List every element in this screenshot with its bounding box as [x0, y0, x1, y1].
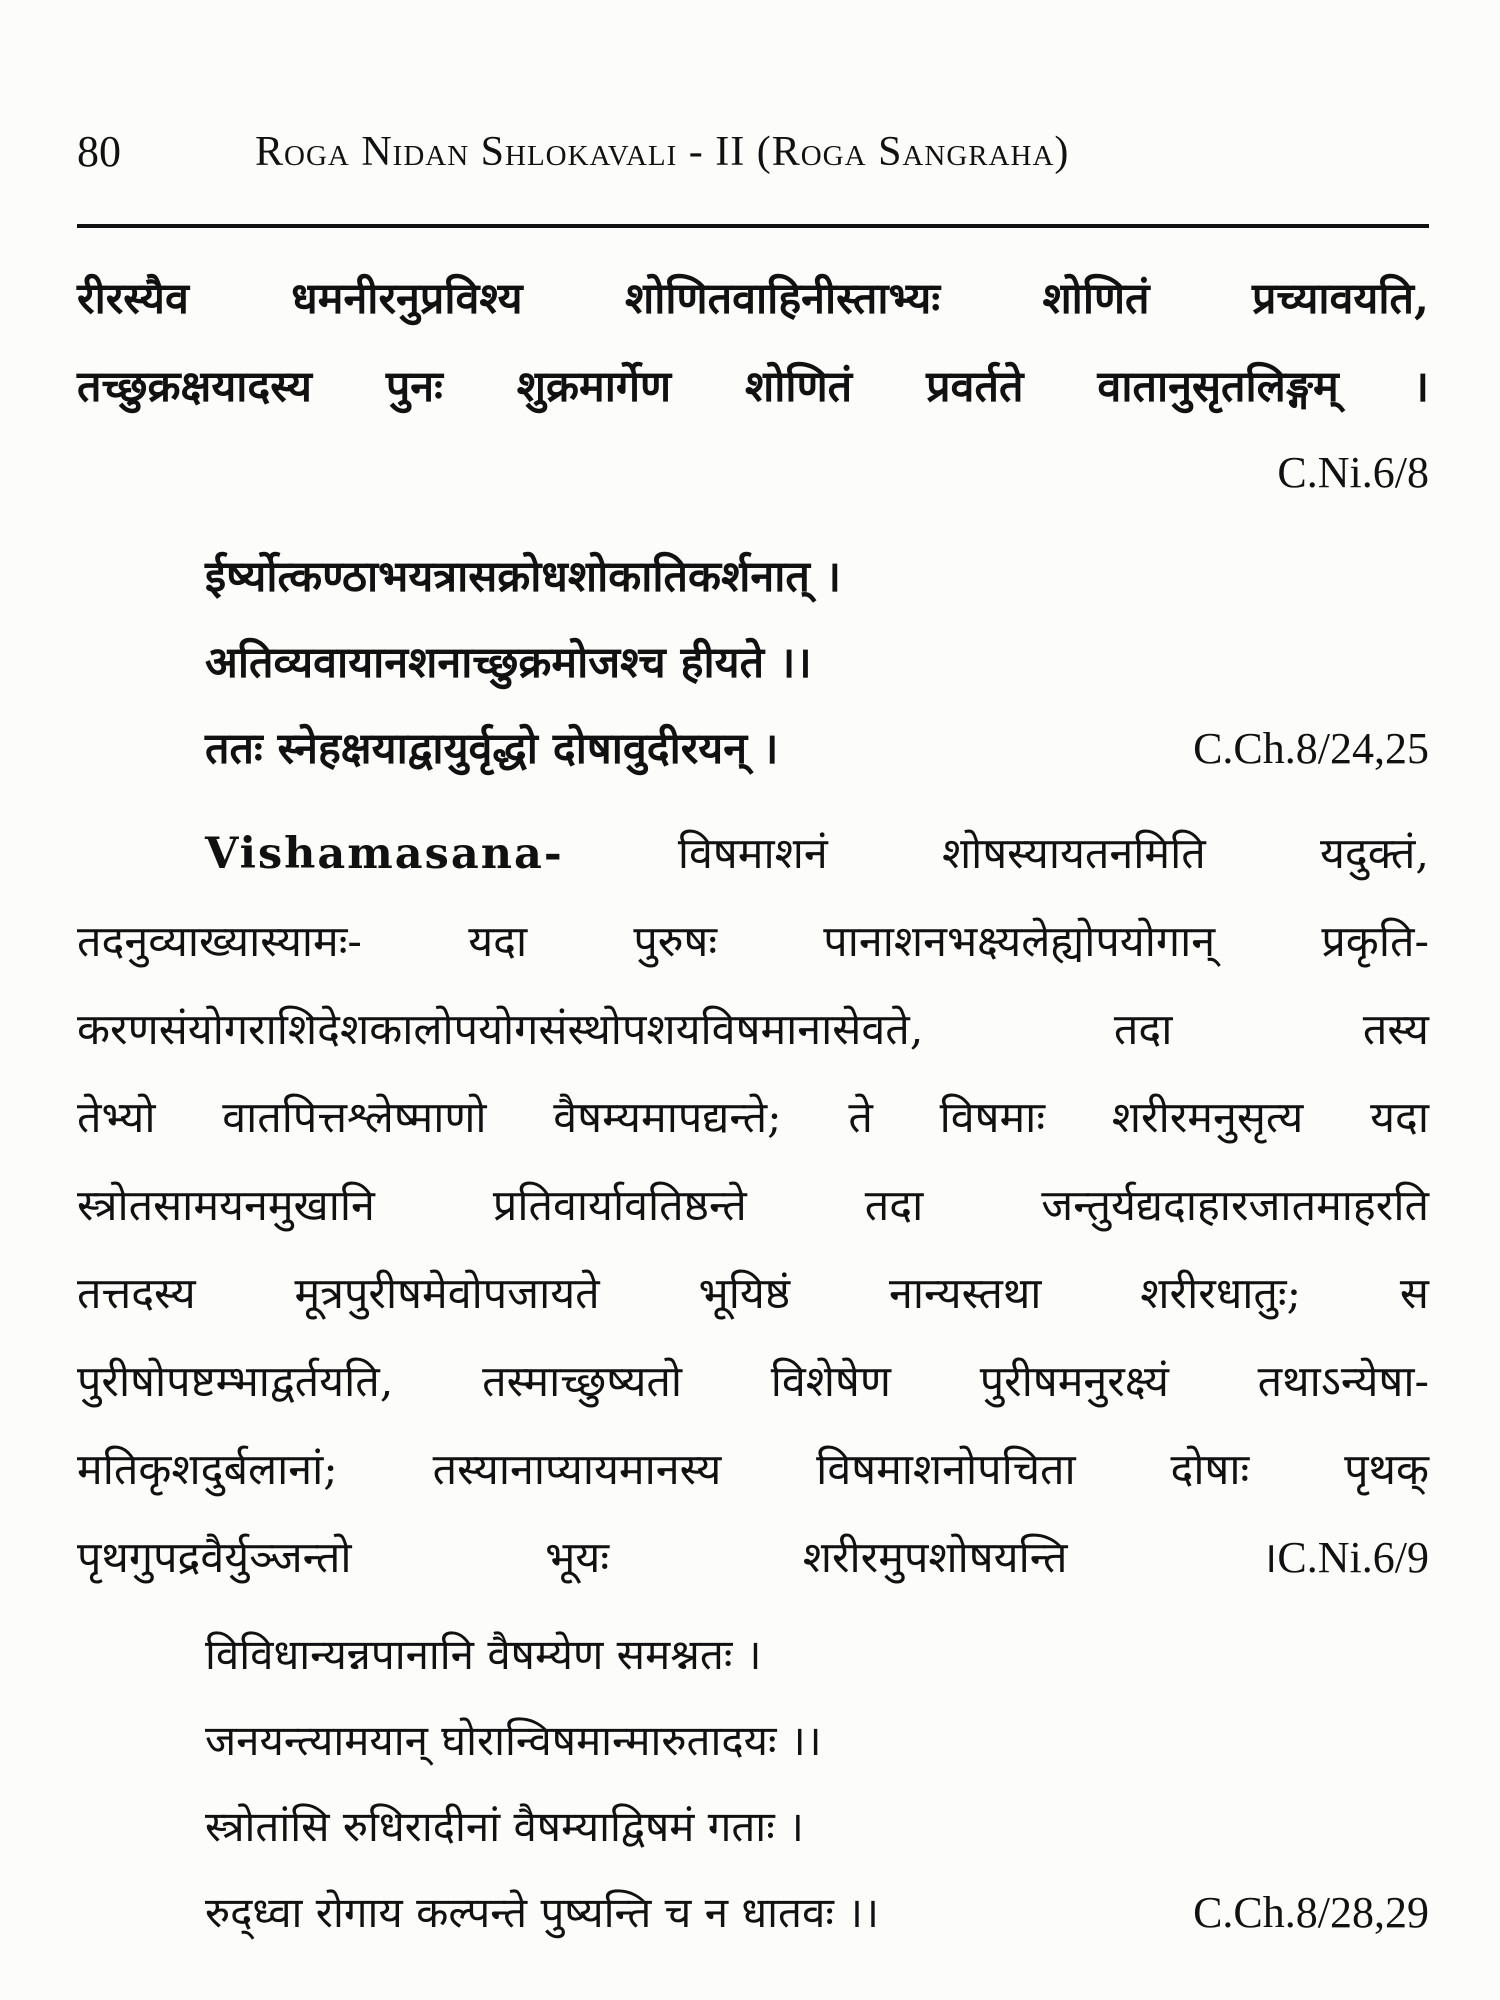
verse-line	[205, 1870, 1429, 1956]
citation-reference: C.Ch.8/24,25	[1193, 724, 1429, 773]
prose-line: मतिकृशदुर्बलानां; तस्यानाप्यायमानस्य विषमाशनोपचिता दोषाः पृथक्	[77, 1445, 1429, 1495]
verse-block-2	[77, 1612, 1429, 1956]
verse-line: ईर्ष्योत्कण्ठाभयत्रासक्रोधशोकातिकर्शनात् ।	[205, 552, 842, 602]
section-lead-term: Vishamasana-	[205, 829, 564, 879]
verse-line: विविधान्यन्नपानानि वैषम्येण समश्नतः ।	[205, 1630, 762, 1679]
verse-line: अतिव्यवायानशनाच्छुक्रमोजश्च हीयते ।।	[205, 638, 812, 688]
page-body	[77, 255, 1429, 1956]
prose-line: तदनुव्याख्यास्यामः- यदा पुरुषः पानाशनभक्ष्यलेह्योपयोगान् प्रकृति-	[77, 917, 1429, 967]
citation-reference: C.Ch.8/28,29	[1193, 1888, 1429, 1937]
verse-line: जनयन्त्यामयान् घोरान्विषमान्मारुतादयः ।।	[205, 1716, 822, 1765]
prose-line: स्त्रोतसामयनमुखानि प्रतिवार्यावतिष्ठन्ते तदा जन्तुर्यद्यदाहारजातमाहरति	[77, 1181, 1429, 1231]
prose-line	[77, 810, 1429, 898]
verse-line	[205, 706, 1429, 792]
prose-line: पुरीषोपष्टम्भाद्वर्तयति, तस्माच्छुष्यतो विशेषेण पुरीषमनुरक्ष्यं तथाऽन्येषा-	[77, 1357, 1429, 1407]
running-title: Roga Nidan Shlokavali - II (Roga Sangraha)	[255, 129, 1070, 175]
verse-line: स्त्रोतांसि रुधिरादीनां वैषम्याद्विषमं गताः ।	[205, 1802, 804, 1851]
prose-text: पृथगुपद्रवैर्युञ्जन्तो भूयः शरीरमुपशोषयन्ति ।	[77, 1533, 1278, 1583]
citation-reference: C.Ni.6/8	[1277, 448, 1429, 497]
page-header	[77, 122, 1429, 194]
prose-text: विषमाशनं शोषस्यायतनमिति यदुक्तं,	[677, 829, 1429, 879]
prose-line: तेभ्यो वातपित्तश्लेष्माणो वैषम्यमापद्यन्ते; ते विषमाः शरीरमनुसृत्य यदा	[77, 1093, 1429, 1143]
prose-line: तच्छुक्रक्षयादस्य पुनः शुक्रमार्गेण शोणितं प्रवर्तते वातानुसृतलिङ्गम् ।	[77, 362, 1429, 412]
prose-line	[77, 1514, 1429, 1602]
header-rule	[77, 224, 1429, 228]
prose-line: करणसंयोगराशिदेशकालोपयोगसंस्थोपशयविषमानासेवते, तदा तस्य	[77, 1005, 1429, 1055]
verse-line-text: रुद्ध्वा रोगाय कल्पन्ते पुष्यन्ति च न धातवः ।।	[205, 1888, 880, 1937]
verse-block-1	[77, 534, 1429, 792]
citation-reference: C.Ni.6/9	[1277, 1533, 1429, 1582]
prose-line: तत्तदस्य मूत्रपुरीषमेवोपजायते भूयिष्ठं नान्यस्तथा शरीरधातुः; स	[77, 1269, 1429, 1319]
prose-block-2	[77, 810, 1429, 1602]
verse-line-text: ततः स्नेहक्षयाद्वायुर्वृद्धो दोषावुदीरयन् ।	[205, 724, 779, 774]
reference-block-1	[77, 431, 1429, 524]
prose-block-1	[77, 255, 1429, 431]
prose-line: रीरस्यैव धमनीरनुप्रविश्य शोणितवाहिनीस्ताभ्यः शोणितं प्रच्यावयति,	[77, 274, 1429, 324]
page-number: 80	[77, 127, 121, 176]
